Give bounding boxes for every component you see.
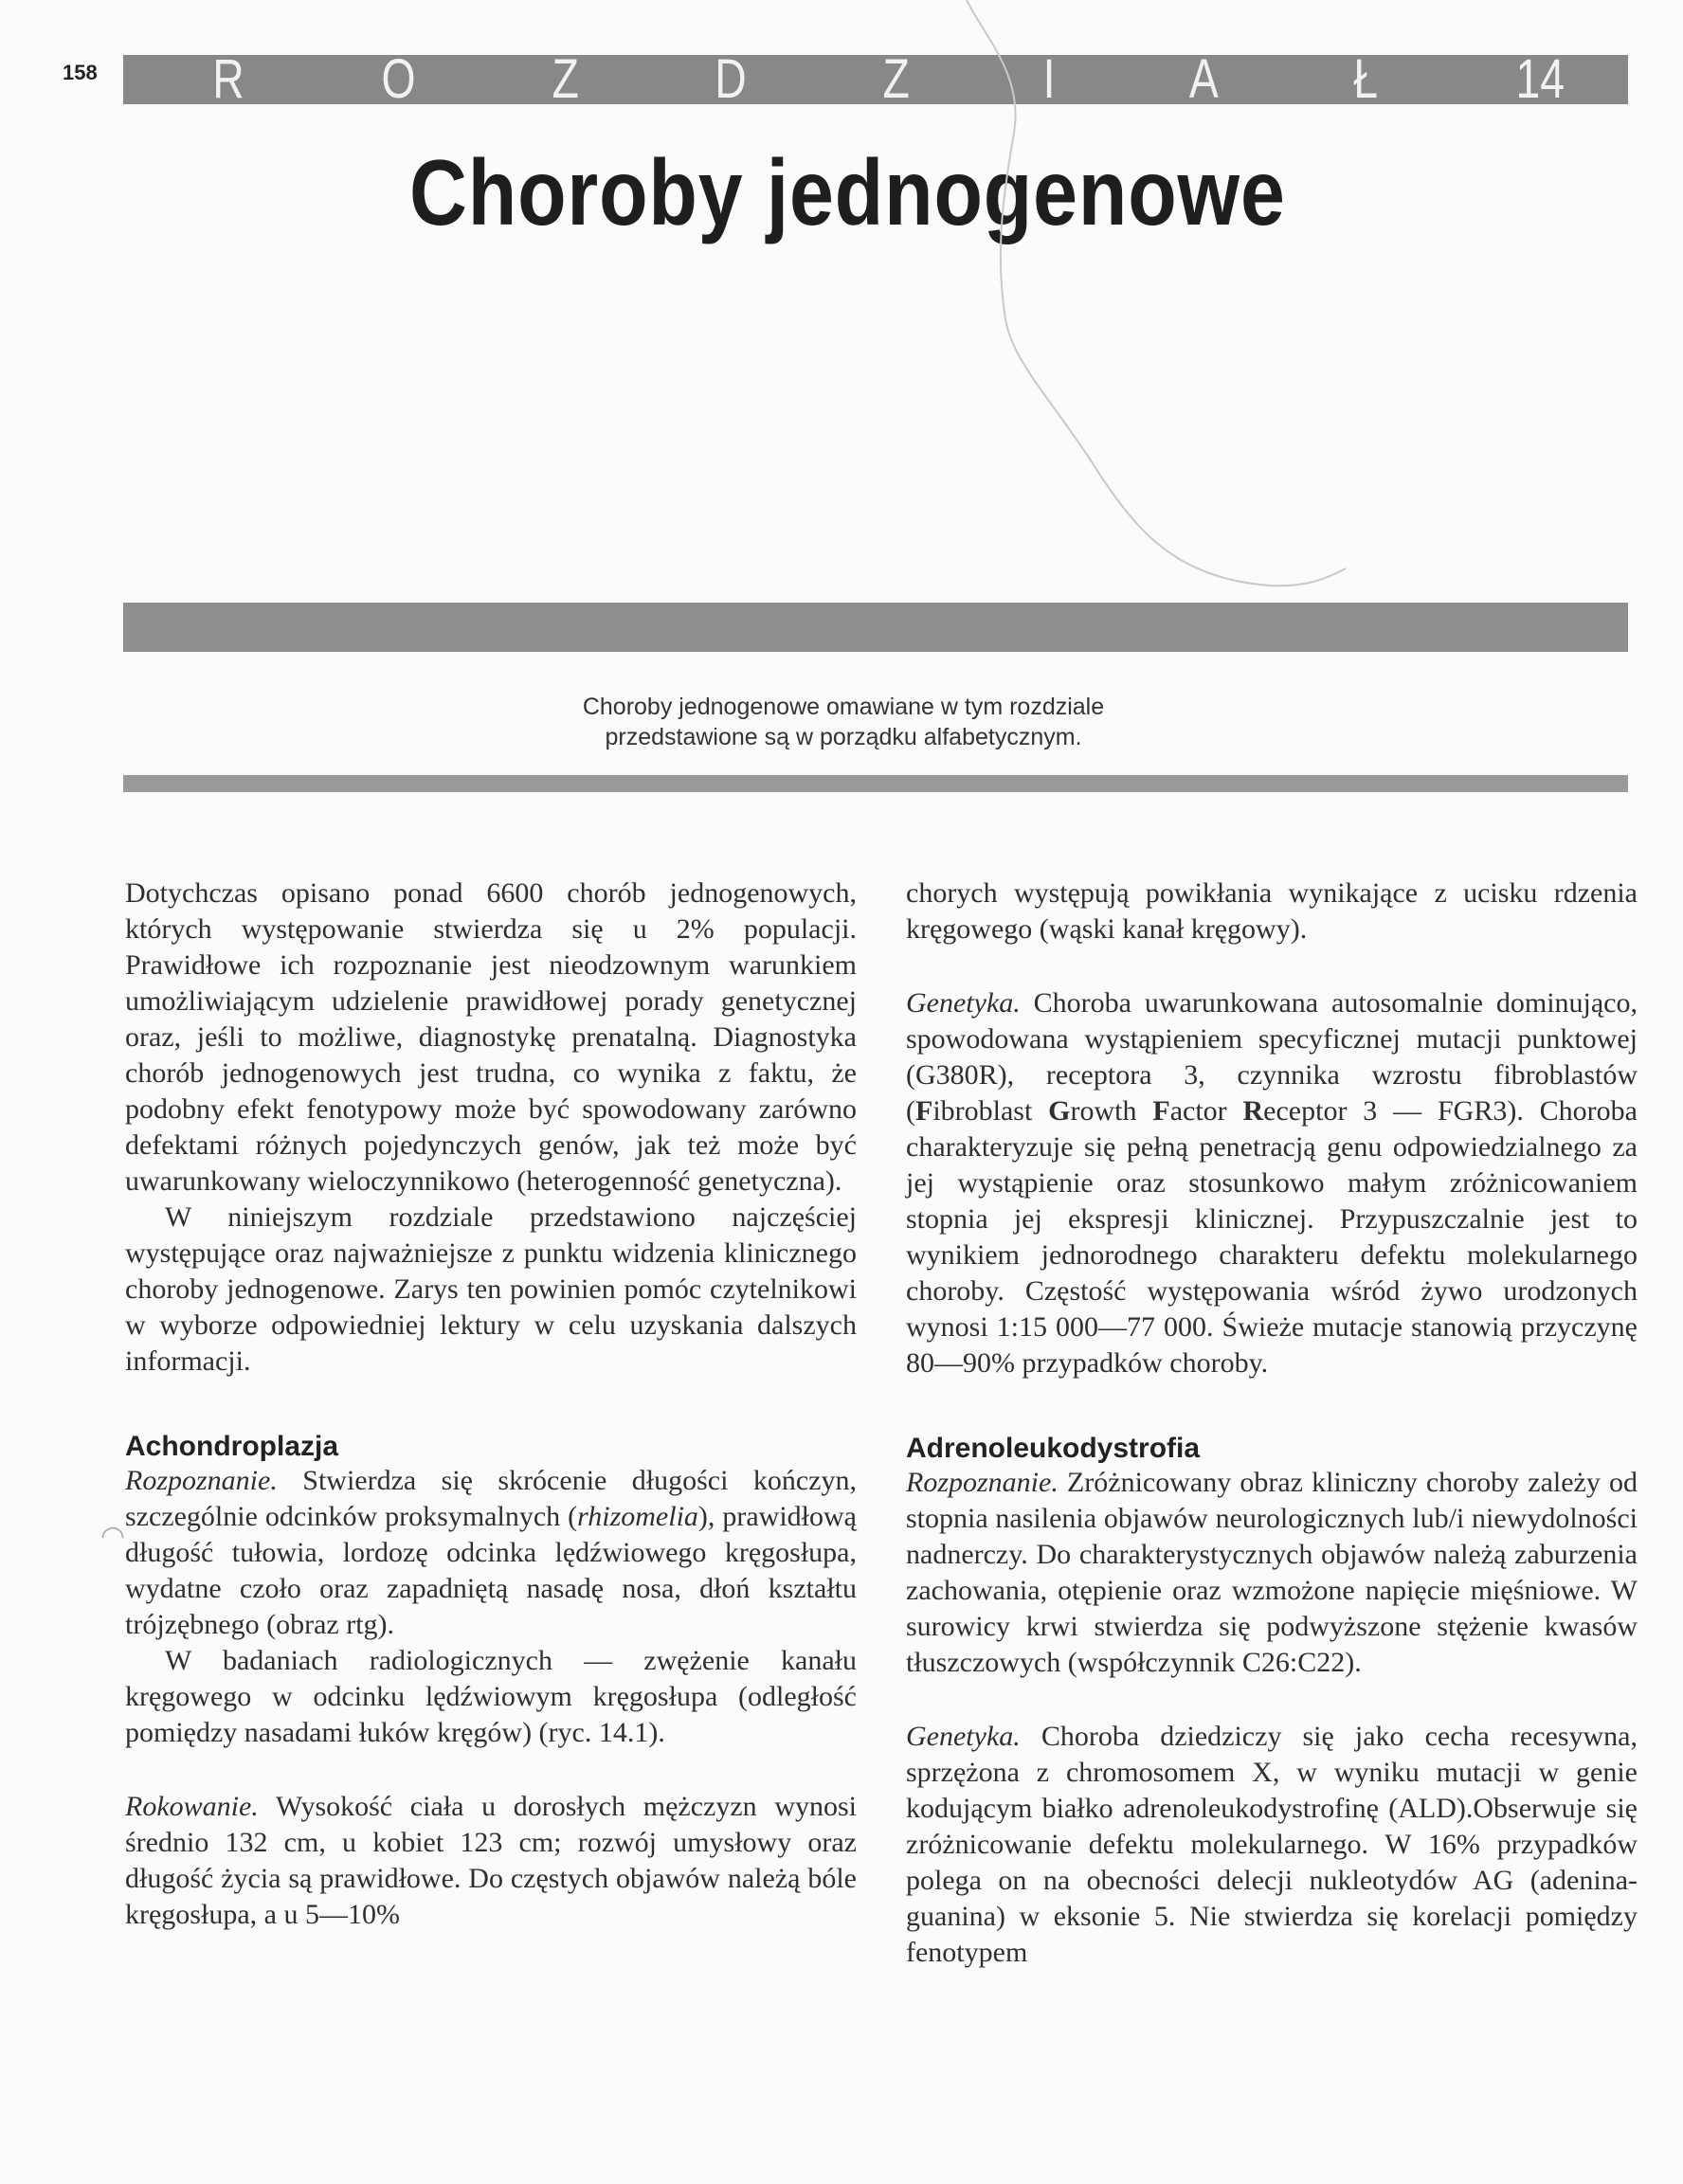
page-number: 158	[63, 61, 98, 84]
body-text-italic: rhizomelia	[577, 1501, 698, 1532]
margin-pencil-mark: ◠	[100, 1520, 126, 1553]
body-paragraph: Dotychczas opisano ponad 6600 chorób jednogenowych, których występowanie stwierdza się u 2% populacji. Prawidłowe ich rozpoznanie jest nieodzownym warunkiem umożliwiającym udzielenie prawidłowej porady genetycznej oraz, jeśli to możliwe, diagnostykę prenatalną. Diagnostyka chorób jednogenowych jest trudna, co wynika z faktu, że podobny efekt fenotypowy może być spowodowany zarówno defektami różnych pojedynczych genów, jak też może być uwarunkowany wieloczynnikowo (heterogenność genetyczna).	[125, 877, 857, 1197]
body-text: Zróżnicowany obraz kliniczny choroby zależy od stopnia nasilenia objawów neurologicznych lub/i niewydolności nadnerczy. Do charakterystycznych objawów należą zaburzenia zachowania, otępienie oraz wzmożone napięcie mięśniowe. W surowicy krwi stwierdza się podwyższone stężenie kwasów tłuszczowych (współczynnik C26:C22).	[906, 1467, 1638, 1678]
body-text: Choroba uwarunkowana autosomalnie dominująco, spowodowana wystąpieniem specyficznej mutacji punktowej (G380R), receptora 3, czynnika wzrostu fibroblastów (	[906, 987, 1638, 1127]
acronym-letter: R	[1242, 1095, 1264, 1127]
body-text: actor	[1169, 1095, 1243, 1127]
chapter-number: 14	[1515, 48, 1565, 110]
intro-line: przedstawione są w porządku alfabetycznym.	[605, 724, 1082, 750]
subheading-label: Genetyka.	[906, 1721, 1021, 1752]
chapter-letter: O	[381, 48, 416, 110]
chapter-intro	[407, 692, 1279, 752]
body-paragraph: chorych występują powikłania wynikające z ucisku rdzenia kręgowego (wąski kanał kręgowy).	[906, 877, 1638, 945]
intro-line: Choroby jednogenowe omawiane w tym rozdziale	[582, 694, 1105, 720]
body-text: Choroba dziedziczy się jako cecha recesywna, sprzężona z chromosomem X, w wyniku mutacji w genie kodującym białko adrenoleukodystrofinę (ALD).Obserwuje się zróżnicowanie defektu molekularnego. W 16% przypadków polega on na obecności delecji nukleotydów AG (adenina-guanina) w eksonie 5. Nie stwierdza się korelacji pomiędzy fenotypem	[906, 1721, 1638, 1968]
body-paragraph: W niniejszym rozdziale przedstawiono najczęściej występujące oraz najważniejsze z punktu widzenia klinicznego choroby jednogenowe. Zarys ten powinien pomóc czytelnikowi w wyborze odpowiedniej lektury w celu uzyskania dalszych informacji.	[125, 1201, 857, 1377]
body-paragraph	[906, 985, 1638, 1381]
body-paragraph	[906, 1719, 1638, 1971]
chapter-letter: I	[1042, 48, 1056, 110]
section-heading-adrenoleukodystrofia: Adrenoleukodystrofia	[906, 1433, 1201, 1464]
left-column	[125, 875, 857, 1933]
body-text: Wysokość ciała u dorosłych mężczyzn wynosi średnio 132 cm, u kobiet 123 cm; rozwój umysłowy oraz długość życia są prawidłowe. Do częstych objawów należą bóle kręgosłupa, a u 5—10%	[125, 1791, 857, 1930]
body-paragraph: W badaniach radiologicznych — zwężenie kanału kręgowego w odcinku lędźwiowym kręgosłupa (odległość pomiędzy nasadami łuków kręgów) (ryc. 14.1).	[125, 1645, 857, 1748]
grey-band	[123, 603, 1628, 652]
body-paragraph	[906, 1465, 1638, 1681]
subheading-label: Rozpoznanie.	[906, 1467, 1059, 1498]
chapter-letter: R	[212, 48, 244, 110]
body-text: ), prawidłową długość tułowia, lordozę odcinka lędźwiowego kręgosłupa, wydatne czoło oraz zapadniętą nasadę nosa, dłoń kształtu trójzębnego (obraz rtg).	[125, 1501, 857, 1640]
body-paragraph	[125, 1789, 857, 1933]
chapter-letter: Z	[882, 48, 910, 110]
chapter-letter: A	[1188, 48, 1219, 110]
body-text: Stwierdza się skrócenie długości kończyn, szczególnie odcinków proksymalnych (	[125, 1465, 857, 1532]
subheading-label: Genetyka.	[906, 987, 1021, 1019]
subheading-label: Rokowanie.	[125, 1791, 259, 1822]
body-text: ibroblast	[932, 1095, 1049, 1127]
chapter-label	[123, 48, 1628, 110]
acronym-letter: F	[1152, 1095, 1170, 1127]
chapter-letter: D	[715, 48, 747, 110]
divider-rule	[123, 775, 1628, 792]
body-paragraph	[125, 1463, 857, 1643]
acronym-letter: F	[915, 1095, 933, 1127]
subheading-label: Rozpoznanie.	[125, 1465, 278, 1496]
section-heading-achondroplazja: Achondroplazja	[125, 1431, 339, 1462]
chapter-title: Choroby jednogenowe	[409, 140, 1286, 244]
chapter-letter: Z	[552, 48, 579, 110]
acronym-letter: G	[1048, 1095, 1071, 1127]
body-text: eceptor 3 — FGR3). Choroba charakteryzuje się pełną penetracją genu odpowiedzialnego za jej wystąpienie oraz stosunkowo małym zróżnicowaniem stopnia jej ekspresji klinicznej. Przypuszczalnie jest to wynikiem jednorodnego charakteru defektu molekularnego choroby. Częstość występowania wśród żywo urodzonych wynosi 1:15 000—77 000. Świeże mutacje stanowią przyczynę 80—90% przypadków choroby.	[906, 1095, 1638, 1379]
body-text: rowth	[1070, 1095, 1153, 1127]
chapter-letter: Ł	[1353, 48, 1379, 110]
right-column	[906, 875, 1638, 1971]
